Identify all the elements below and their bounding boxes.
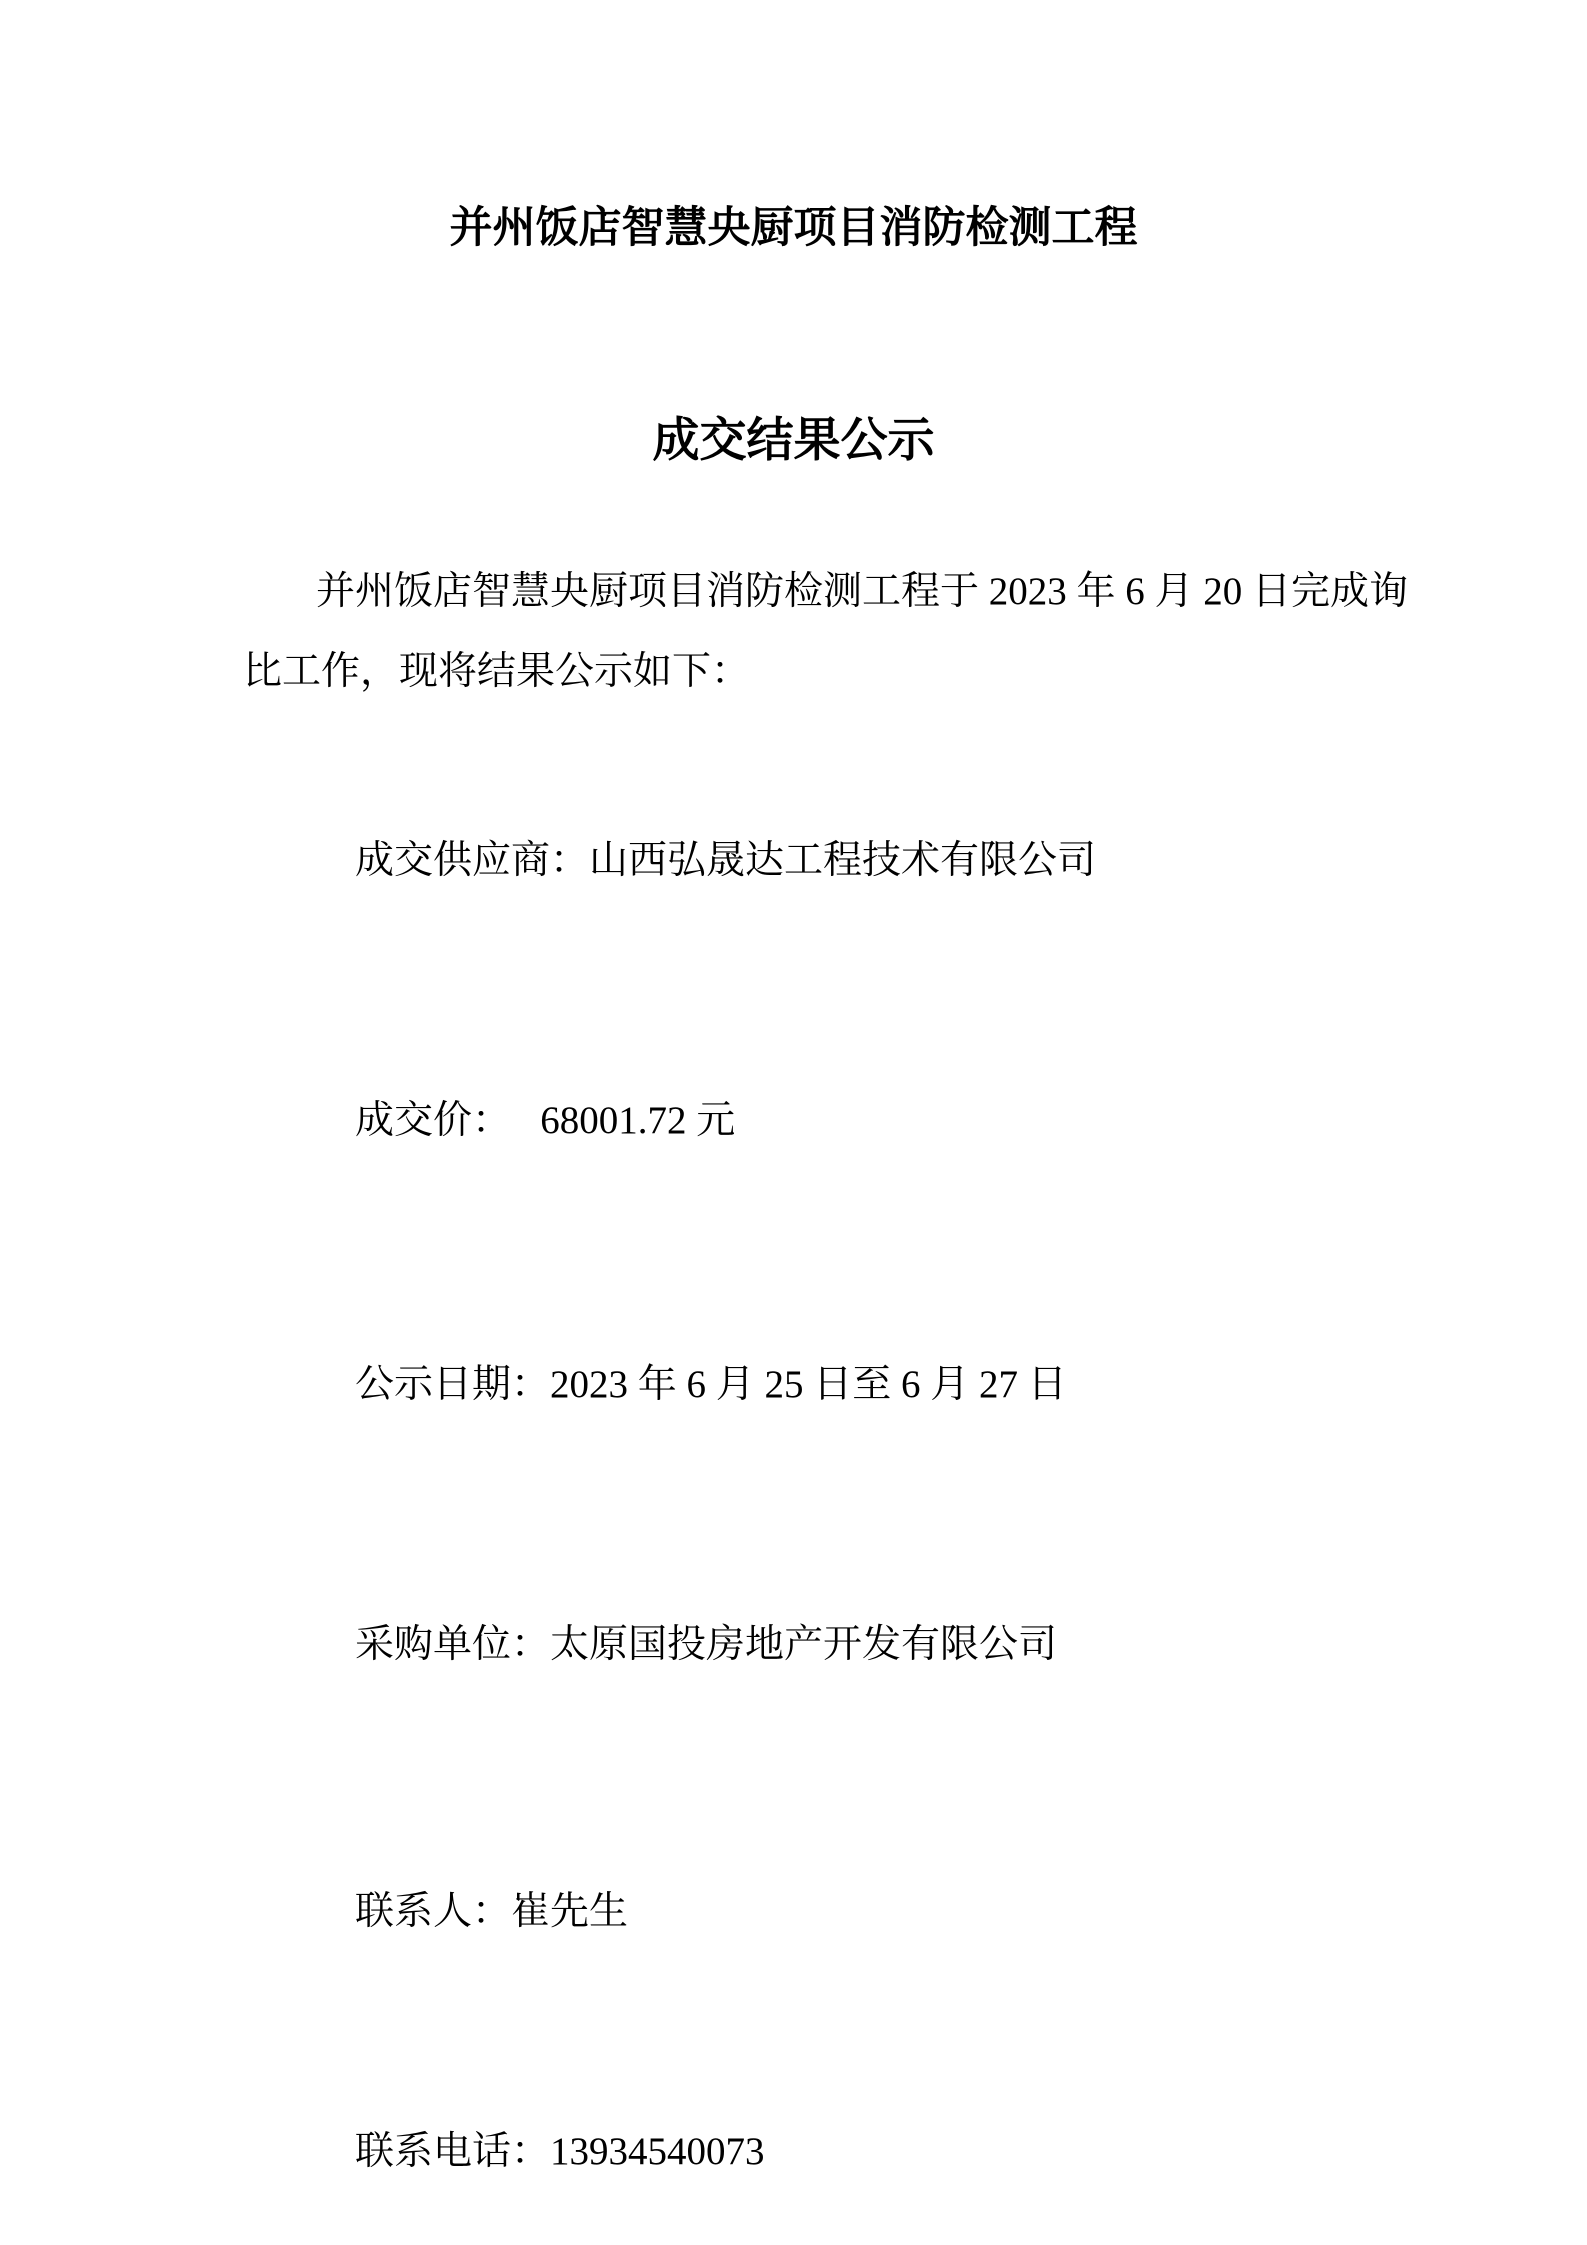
purchaser-label: 采购单位：: [355, 1623, 551, 1666]
publicity-period-value: 2023 年 6 月 25 日至 6 月 27 日: [550, 1363, 1067, 1406]
info-line-publicity-period: [243, 1265, 1344, 1505]
contact-phone-label: 联系电话：: [355, 2130, 551, 2173]
info-line-supplier: [243, 741, 1344, 981]
info-line-price: [243, 1001, 1344, 1241]
info-line-contact-person: [243, 1792, 1344, 2032]
intro-paragraph: [243, 552, 1409, 712]
supplier-value: 山西弘晟达工程技术有限公司: [589, 839, 1097, 882]
info-line-contact-phone: [243, 2032, 1344, 2245]
purchaser-value: 太原国投房地产开发有限公司: [550, 1623, 1058, 1666]
price-label: 成交价：: [355, 1099, 512, 1142]
contact-person-value: 崔先生: [511, 1890, 629, 1933]
contact-person-label: 联系人：: [355, 1890, 512, 1933]
document-title: 并州饭店智慧央厨项目消防检测工程: [449, 205, 1138, 252]
intro-paragraph-line-1: 并州饭店智慧央厨项目消防检测工程于 2023 年 6 月 20 日完成询: [316, 570, 1409, 613]
contact-phone-value: 13934540073: [550, 2130, 765, 2173]
supplier-label: 成交供应商：: [355, 839, 590, 882]
publicity-period-label: 公示日期：: [355, 1363, 551, 1406]
document-subtitle: 成交结果公示: [652, 415, 935, 467]
price-value: 68001.72 元: [511, 1099, 736, 1142]
info-line-purchaser: [243, 1525, 1344, 1765]
intro-paragraph-line-2: 比工作，现将结果公示如下：: [243, 650, 751, 693]
